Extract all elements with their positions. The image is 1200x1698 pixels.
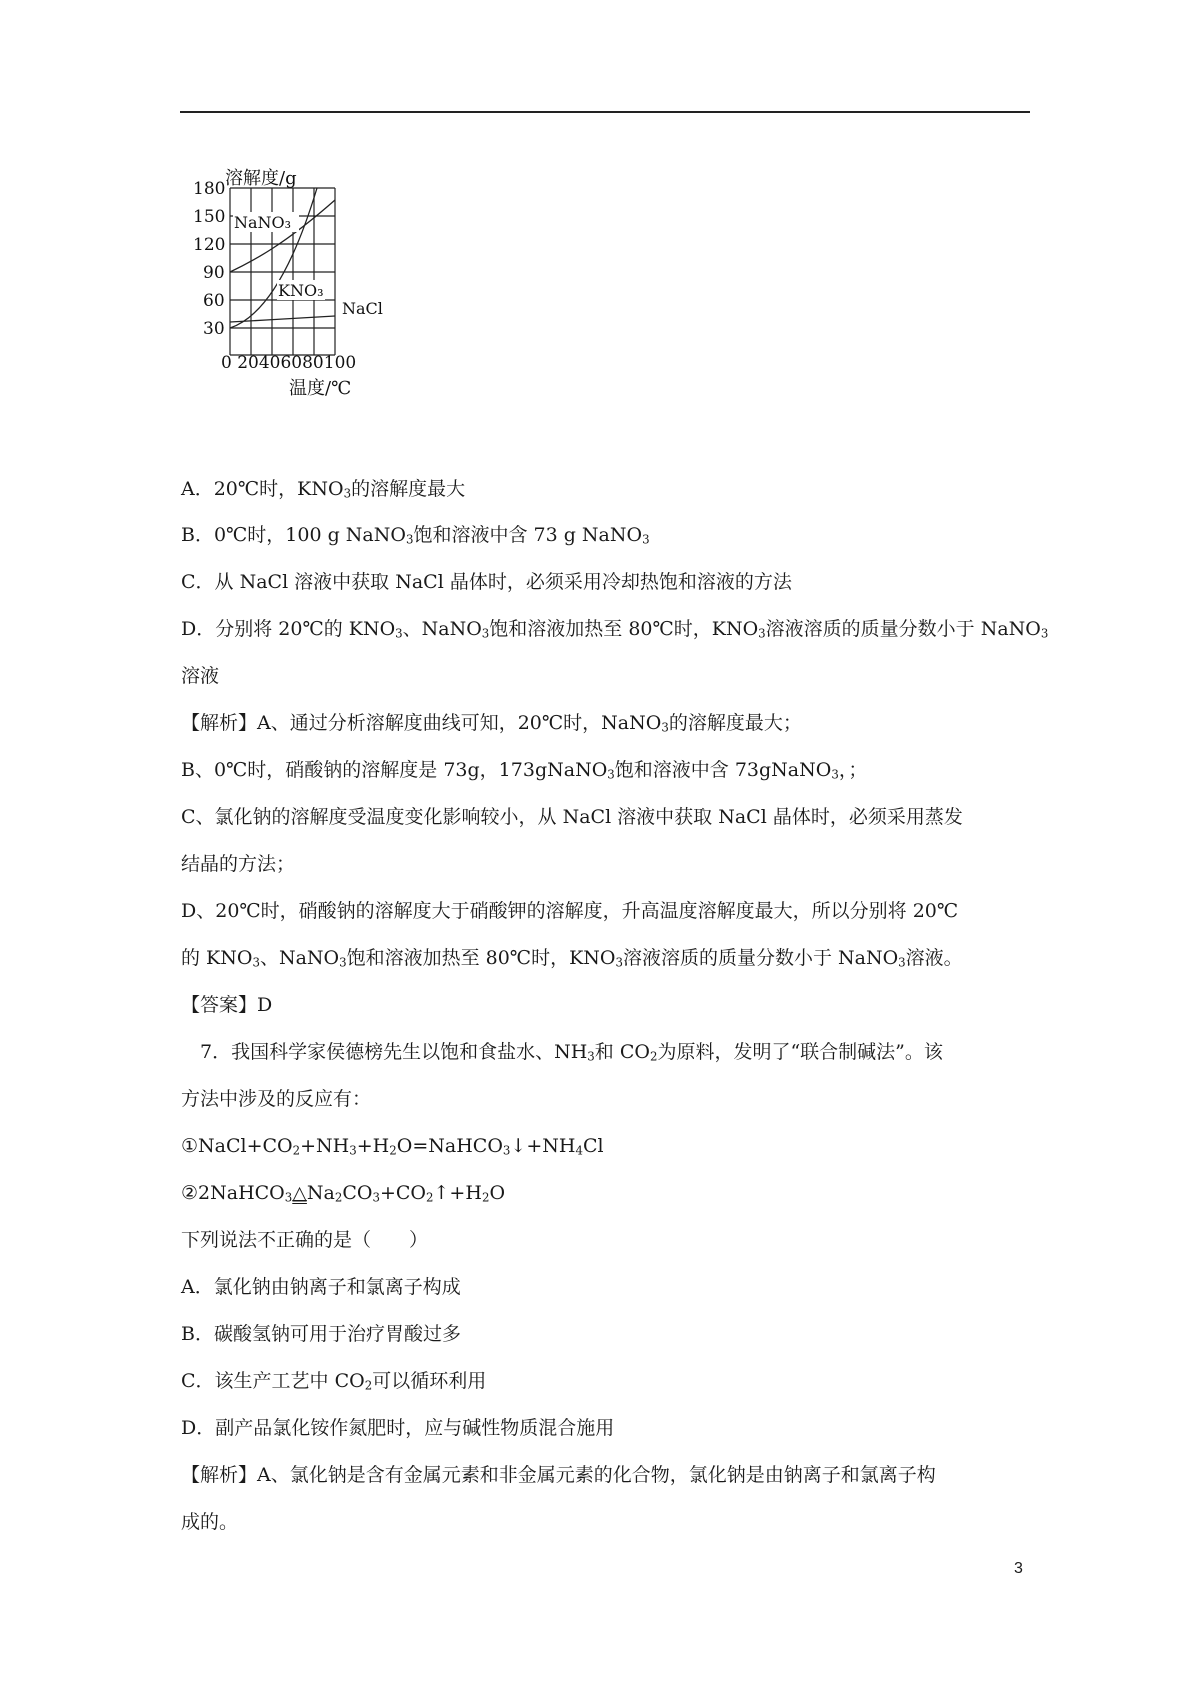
text: Na	[306, 1182, 335, 1204]
solubility-chart	[193, 168, 440, 440]
text: 的溶解度最大；	[668, 712, 802, 734]
subscript: 3	[252, 955, 260, 970]
q7-option-c	[181, 1368, 486, 1394]
text: 7．我国科学家侯德榜先生以饱和食盐水、NH	[200, 1041, 588, 1063]
q7-option-a: A．氯化钠由钠离子和氯离子构成	[181, 1276, 461, 1298]
q6-analysis-d: D、20℃时，硝酸钠的溶解度大于硝酸钾的溶解度，升高温度溶解度最大，所以分别将 20℃	[181, 900, 959, 922]
q7-reaction-1	[181, 1133, 604, 1159]
y-tick-label: 30	[203, 319, 225, 339]
text: 饱和溶液加热至 80℃时，KNO	[489, 618, 759, 640]
text: B．0℃时，100 g NaNO	[181, 524, 406, 546]
nacl-label: NaCl	[342, 299, 383, 318]
subscript: 3	[284, 1190, 293, 1205]
q7-option-b: B．碳酸氢钠可用于治疗胃酸过多	[181, 1323, 461, 1345]
subscript: 4	[575, 1143, 583, 1158]
q6-analysis-c-cont: 结晶的方法；	[181, 853, 296, 875]
kno3-label: KNO₃	[278, 281, 324, 300]
text: ↑+H	[433, 1182, 482, 1204]
subscript: 2	[389, 1143, 397, 1158]
text: +NH	[300, 1135, 350, 1157]
kno3-curve	[230, 188, 317, 328]
text: B、0℃时，硝酸钠的溶解度是 73g，173gNaNO	[181, 759, 608, 781]
text: +H	[356, 1135, 390, 1157]
text: D．分别将 20℃的 KNO	[181, 618, 396, 640]
q6-answer: 【答案】D	[181, 994, 273, 1016]
text: Cl	[582, 1135, 604, 1157]
subscript: 3	[372, 1190, 380, 1205]
q7-stem-cont: 方法中涉及的反应有：	[181, 1088, 372, 1110]
subscript: 3	[831, 767, 839, 782]
y-axis-label: 溶解度/g	[225, 168, 297, 189]
nacl-curve	[230, 316, 335, 322]
y-tick-label: 120	[193, 235, 226, 255]
text: ，；	[838, 759, 868, 781]
subscript: 3	[339, 955, 347, 970]
text: 的 KNO	[181, 947, 253, 969]
q6-analysis-a	[181, 710, 802, 736]
text: ②2NaHCO	[181, 1182, 285, 1204]
text: 的溶解度最大	[351, 478, 466, 500]
text: 、NaNO	[259, 947, 340, 969]
text: 饱和溶液加热至 80℃时，KNO	[346, 947, 616, 969]
header-rule	[180, 111, 1030, 113]
text: C．该生产工艺中 CO	[181, 1370, 365, 1392]
q7-reaction-2	[181, 1180, 505, 1206]
subscript: 2	[426, 1190, 434, 1205]
q7-option-d: D．副产品氯化铵作氮肥时，应与碱性物质混合施用	[181, 1417, 615, 1439]
text: 、NaNO	[402, 618, 482, 640]
y-tick-label: 180	[193, 179, 226, 199]
subscript: 3	[615, 955, 623, 970]
q6-option-d-cont: 溶液	[181, 665, 220, 687]
text: 饱和溶液中含 73gNaNO	[614, 759, 832, 781]
subscript: 3	[481, 626, 490, 641]
subscript: 2	[292, 1143, 301, 1158]
subscript: 3	[661, 720, 669, 735]
text: 可以循环利用	[372, 1370, 487, 1392]
subscript: 2	[334, 1190, 343, 1205]
subscript: 3	[607, 767, 615, 782]
solubility-figure	[193, 168, 440, 440]
q7-stem	[200, 1039, 943, 1065]
text: O	[489, 1182, 506, 1204]
nano3-curve	[230, 200, 335, 272]
subscript: 2	[364, 1378, 373, 1393]
subscript: 3	[898, 955, 906, 970]
text: 【解析】A、通过分析溶解度曲线可知，20℃时，NaNO	[181, 712, 662, 734]
text: 和 CO	[594, 1041, 650, 1063]
text: 饱和溶液中含 73 g NaNO	[413, 524, 643, 546]
subscript: 3	[502, 1143, 511, 1158]
q6-option-d	[181, 616, 1048, 642]
y-tick-label: 150	[193, 207, 226, 227]
x-axis-label: 温度/℃	[289, 378, 352, 399]
q7-prompt: 下列说法不正确的是（ ）	[181, 1229, 429, 1251]
text: A．20℃时，KNO	[181, 478, 344, 500]
subscript: 2	[649, 1049, 658, 1064]
q6-option-b	[181, 522, 650, 548]
q6-analysis-d-cont	[181, 945, 963, 971]
heat-condition-icon: △	[292, 1182, 307, 1204]
text: 溶液。	[905, 947, 963, 969]
text: +CO	[379, 1182, 427, 1204]
text: CO	[342, 1182, 373, 1204]
text: 溶液溶质的质量分数小于 NaNO	[765, 618, 1041, 640]
y-tick-label: 60	[203, 291, 225, 311]
text: 溶液溶质的质量分数小于 NaNO	[622, 947, 899, 969]
q7-analysis: 【解析】A、氯化钠是含有金属元素和非金属元素的化合物，氯化钠是由钠离子和氯离子构	[181, 1464, 936, 1486]
y-tick-label: 90	[203, 263, 225, 283]
subscript: 3	[343, 486, 352, 501]
subscript: 3	[587, 1049, 595, 1064]
subscript: 3	[405, 532, 414, 547]
subscript: 3	[758, 626, 766, 641]
text: O=NaHCO	[396, 1135, 503, 1157]
text: 为原料，发明了“联合制碱法”。该	[657, 1041, 943, 1063]
text: ↓+NH	[510, 1135, 576, 1157]
nano3-label: NaNO₃	[234, 213, 292, 232]
page-number: 3	[1014, 1560, 1023, 1577]
subscript: 3	[395, 626, 403, 641]
x-tick-labels: 0 20406080100	[221, 353, 357, 373]
subscript: 3	[349, 1143, 357, 1158]
q6-option-c: C．从 NaCl 溶液中获取 NaCl 晶体时，必须采用冷却热饱和溶液的方法	[181, 571, 792, 593]
text: ①NaCl+CO	[181, 1135, 293, 1157]
q6-option-a	[181, 476, 465, 502]
subscript: 3	[1040, 626, 1049, 641]
q6-analysis-b	[181, 757, 867, 783]
subscript: 2	[481, 1190, 490, 1205]
q7-analysis-cont: 成的。	[181, 1511, 239, 1533]
q6-analysis-c: C、氯化钠的溶解度受温度变化影响较小，从 NaCl 溶液中获取 NaCl 晶体时，必须采用蒸发	[181, 806, 963, 828]
subscript: 3	[642, 532, 650, 547]
